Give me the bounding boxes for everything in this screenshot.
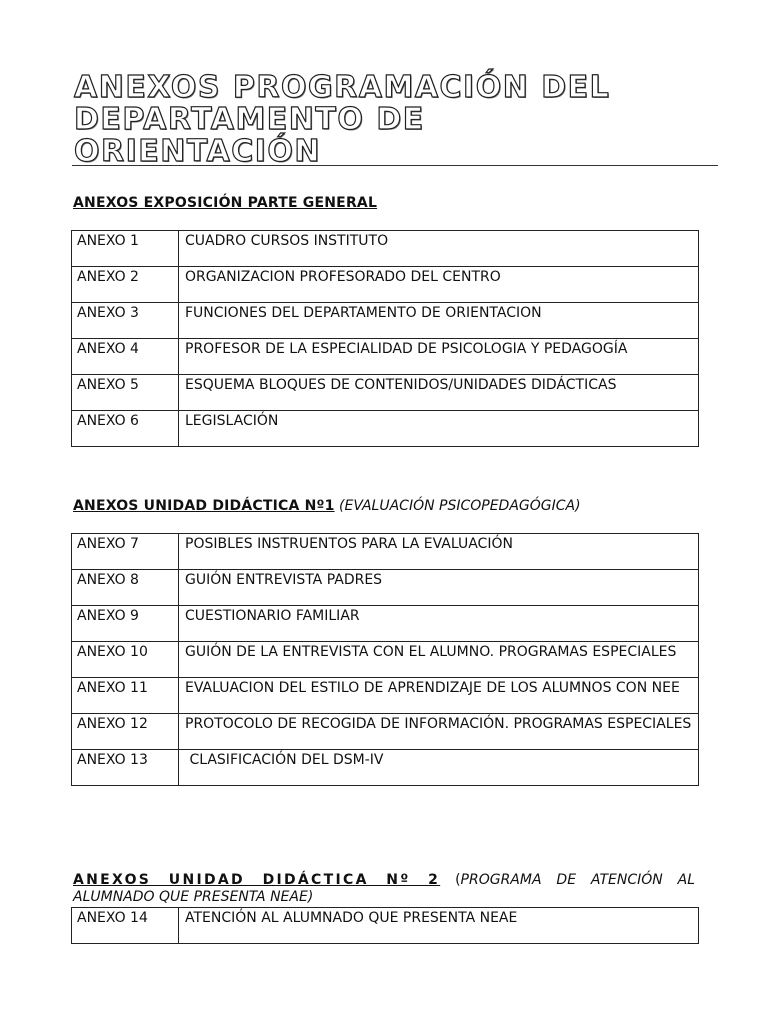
annex-id: ANEXO 8 <box>72 570 179 606</box>
table-row <box>72 267 699 303</box>
annex-description: EVALUACION DEL ESTILO DE APRENDIZAJE DE LOS ALUMNOS CON NEE <box>179 678 699 714</box>
annex-id: ANEXO 10 <box>72 642 179 678</box>
table-row <box>72 534 699 570</box>
annex-table-unit-2 <box>71 907 699 944</box>
annex-id: ANEXO 7 <box>72 534 179 570</box>
annex-description: GUIÓN ENTREVISTA PADRES <box>179 570 699 606</box>
table-row <box>72 303 699 339</box>
section-heading-text: ANEXOS UNIDAD DIDÁCTICA Nº 2 <box>73 872 441 888</box>
title-line-1: ANEXOS PROGRAMACIÓN DEL <box>74 70 611 105</box>
table-row <box>72 908 699 944</box>
annex-id: ANEXO 4 <box>72 339 179 375</box>
table-row <box>72 339 699 375</box>
annex-description: ORGANIZACION PROFESORADO DEL CENTRO <box>179 267 699 303</box>
table-row <box>72 375 699 411</box>
table-row <box>72 570 699 606</box>
section-subtitle: PROGRAMA DE ATENCIÓN AL ALUMNADO QUE PRESENTA NEAE) <box>73 872 695 905</box>
annex-id: ANEXO 14 <box>72 908 179 944</box>
annex-description: FUNCIONES DEL DEPARTAMENTO DE ORIENTACION <box>179 303 699 339</box>
section-heading-text: ANEXOS UNIDAD DIDÁCTICA Nº1 <box>73 498 335 514</box>
annex-id: ANEXO 11 <box>72 678 179 714</box>
document-title <box>74 72 720 168</box>
table-row <box>72 231 699 267</box>
annex-id: ANEXO 6 <box>72 411 179 447</box>
annex-id: ANEXO 9 <box>72 606 179 642</box>
table-row <box>72 750 699 786</box>
section-heading-general <box>73 195 695 212</box>
table-row <box>72 714 699 750</box>
table-row <box>72 642 699 678</box>
table-row <box>72 606 699 642</box>
annex-description: CLASIFICACIÓN DEL DSM-IV <box>179 750 699 786</box>
annex-description: ESQUEMA BLOQUES DE CONTENIDOS/UNIDADES DIDÁCTICAS <box>179 375 699 411</box>
section-heading-unit-1 <box>73 498 695 515</box>
annex-id: ANEXO 1 <box>72 231 179 267</box>
section-subtitle: (EVALUACIÓN PSICOPEDAGÓGICA) <box>339 498 581 514</box>
annex-id: ANEXO 3 <box>72 303 179 339</box>
annex-description: CUADRO CURSOS INSTITUTO <box>179 231 699 267</box>
annex-description: LEGISLACIÓN <box>179 411 699 447</box>
annex-id: ANEXO 12 <box>72 714 179 750</box>
annex-id: ANEXO 5 <box>72 375 179 411</box>
table-row <box>72 678 699 714</box>
annex-description: GUIÓN DE LA ENTREVISTA CON EL ALUMNO. PROGRAMAS ESPECIALES <box>179 642 699 678</box>
title-line-2: DEPARTAMENTO DE <box>74 102 425 137</box>
title-line-3: ORIENTACIÓN <box>74 134 322 169</box>
annex-description: PROFESOR DE LA ESPECIALIDAD DE PSICOLOGIA Y PEDAGOGÍA <box>179 339 699 375</box>
section-heading-text: ANEXOS EXPOSICIÓN PARTE GENERAL <box>73 195 378 211</box>
section-heading-unit-2 <box>73 872 695 906</box>
title-underline <box>72 165 718 166</box>
annex-id: ANEXO 2 <box>72 267 179 303</box>
annex-description: POSIBLES INSTRUENTOS PARA LA EVALUACIÓN <box>179 534 699 570</box>
annex-table-unit-1 <box>71 533 699 786</box>
section-subtitle-open-paren: ( <box>455 872 461 888</box>
annex-description: CUESTIONARIO FAMILIAR <box>179 606 699 642</box>
annex-id: ANEXO 13 <box>72 750 179 786</box>
table-row <box>72 411 699 447</box>
annex-table-general <box>71 230 699 447</box>
annex-description: PROTOCOLO DE RECOGIDA DE INFORMACIÓN. PROGRAMAS ESPECIALES <box>179 714 699 750</box>
annex-description: ATENCIÓN AL ALUMNADO QUE PRESENTA NEAE <box>179 908 699 944</box>
